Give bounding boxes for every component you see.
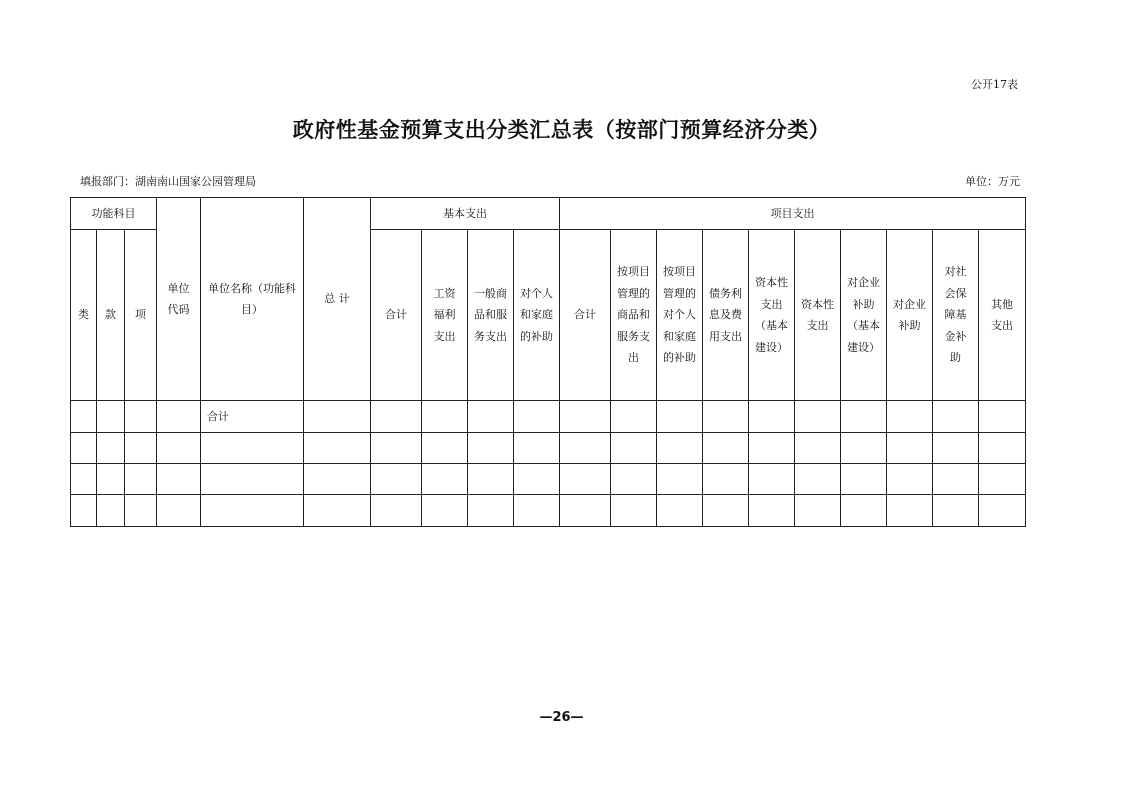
table-cell — [795, 495, 841, 527]
table-cell — [304, 433, 371, 464]
col-total: 总 计 — [304, 198, 371, 401]
table-cell — [371, 464, 422, 495]
table-cell — [422, 433, 468, 464]
table-cell — [841, 464, 887, 495]
table-cell — [125, 433, 157, 464]
table-cell — [611, 495, 657, 527]
col-debt-interest — [703, 230, 749, 401]
table-cell — [468, 464, 514, 495]
table-cell — [71, 495, 97, 527]
form-number: 公开17表 — [971, 78, 1018, 91]
table-cell — [611, 401, 657, 433]
table-cell — [560, 464, 611, 495]
col-wage-welfare-label: 工资福利支出 — [433, 286, 456, 343]
table-cell — [560, 495, 611, 527]
budget-table — [70, 197, 1026, 527]
table-cell — [514, 495, 560, 527]
table-cell — [371, 401, 422, 433]
table-cell — [97, 433, 125, 464]
table-cell — [749, 495, 795, 527]
table-cell — [841, 401, 887, 433]
table-cell — [422, 401, 468, 433]
col-wage-welfare — [422, 230, 468, 401]
table-cell — [933, 495, 979, 527]
col-enterprise-label: 对企业补助 — [893, 297, 927, 332]
col-debt-interest-label: 债务利息及费用支出 — [709, 286, 743, 343]
table-cell — [749, 464, 795, 495]
table-cell — [703, 433, 749, 464]
table-cell — [749, 433, 795, 464]
summary-row-label: 合计 — [201, 401, 304, 433]
table-cell — [371, 433, 422, 464]
group-basic-expense: 基本支出 — [371, 198, 560, 230]
table-cell — [157, 495, 201, 527]
page-title: 政府性基金预算支出分类汇总表（按部门预算经济分类） — [292, 118, 831, 142]
table-cell — [201, 464, 304, 495]
table-cell — [611, 464, 657, 495]
table-cell — [514, 433, 560, 464]
table-cell — [703, 401, 749, 433]
col-proj-individual-family — [657, 230, 703, 401]
table-cell — [304, 401, 371, 433]
col-capital — [795, 230, 841, 401]
col-unit-code-label: 单位代码 — [167, 281, 190, 316]
table-cell — [979, 495, 1026, 527]
table-cell — [468, 495, 514, 527]
col-social-security-label: 对社会保障基金补助 — [944, 265, 967, 365]
table-cell — [611, 433, 657, 464]
table-cell — [979, 433, 1026, 464]
col-proj-individual-family-label: 按项目管理的对个人和家庭的补助 — [663, 265, 697, 365]
table-cell — [795, 433, 841, 464]
amount-unit: 单位：万元 — [965, 175, 1020, 188]
col-other-label: 其他支出 — [991, 297, 1014, 332]
page-number: —26— — [539, 710, 584, 725]
col-individual-family — [514, 230, 560, 401]
table-cell — [560, 401, 611, 433]
table-cell — [657, 464, 703, 495]
header-row-groups — [71, 198, 1026, 230]
table-cell — [979, 464, 1026, 495]
table-cell — [749, 401, 795, 433]
table-cell — [97, 401, 125, 433]
table-cell — [468, 433, 514, 464]
table-cell — [71, 464, 97, 495]
table-cell — [657, 433, 703, 464]
summary-row — [71, 401, 1026, 433]
col-unit-name-label: 单位名称（功能科目） — [208, 281, 297, 316]
table-cell — [97, 464, 125, 495]
col-enterprise — [887, 230, 933, 401]
col-goods-services-label: 一般商品和服务支出 — [474, 286, 508, 343]
table-cell — [371, 495, 422, 527]
table-cell — [125, 464, 157, 495]
table-cell — [157, 464, 201, 495]
table-cell — [887, 433, 933, 464]
table-cell — [157, 401, 201, 433]
col-capital-label: 资本性支出 — [801, 297, 835, 332]
table-row — [71, 495, 1026, 527]
col-project-subtotal: 合计 — [560, 230, 611, 401]
table-cell — [97, 495, 125, 527]
table-cell — [422, 464, 468, 495]
col-enterprise-infra-label: 对企业补助（基本建设） — [847, 276, 881, 354]
group-function-subject: 功能科目 — [71, 198, 157, 230]
table-cell — [795, 464, 841, 495]
table-cell — [201, 495, 304, 527]
table-cell — [71, 433, 97, 464]
table-cell — [514, 464, 560, 495]
table-row — [71, 433, 1026, 464]
table-cell — [422, 495, 468, 527]
table-cell — [933, 464, 979, 495]
table-cell — [657, 495, 703, 527]
col-proj-goods-services — [611, 230, 657, 401]
table-cell — [125, 401, 157, 433]
table-cell — [887, 464, 933, 495]
col-xiang: 项 — [125, 230, 157, 401]
table-cell — [304, 464, 371, 495]
table-cell — [841, 495, 887, 527]
table-cell — [125, 495, 157, 527]
col-lei: 类 — [71, 230, 97, 401]
col-other — [979, 230, 1026, 401]
filler-department: 填报部门：湖南南山国家公园管理局 — [80, 175, 256, 188]
table-cell — [933, 433, 979, 464]
table-cell — [933, 401, 979, 433]
group-project-expense: 项目支出 — [560, 198, 1026, 230]
col-capital-infra-label: 资本性支出（基本建设） — [755, 276, 789, 354]
table-cell — [703, 464, 749, 495]
table-cell — [979, 401, 1026, 433]
col-kuan: 款 — [97, 230, 125, 401]
table-cell — [468, 401, 514, 433]
table-cell — [657, 401, 703, 433]
table-cell — [71, 401, 97, 433]
col-proj-goods-services-label: 按项目管理的商品和服务支出 — [617, 265, 651, 365]
col-unit-code — [157, 198, 201, 401]
col-unit-name — [201, 198, 304, 401]
table-cell — [887, 495, 933, 527]
col-enterprise-infra — [841, 230, 887, 401]
table-row — [71, 464, 1026, 495]
table-cell — [703, 495, 749, 527]
table-cell — [887, 401, 933, 433]
col-basic-subtotal: 合计 — [371, 230, 422, 401]
table-cell — [201, 433, 304, 464]
table-cell — [560, 433, 611, 464]
col-social-security — [933, 230, 979, 401]
table-cell — [304, 495, 371, 527]
table-cell — [841, 433, 887, 464]
table-cell — [795, 401, 841, 433]
table-cell — [157, 433, 201, 464]
col-capital-infra — [749, 230, 795, 401]
col-individual-family-label: 对个人和家庭的补助 — [520, 286, 554, 343]
col-goods-services — [468, 230, 514, 401]
table-cell — [514, 401, 560, 433]
